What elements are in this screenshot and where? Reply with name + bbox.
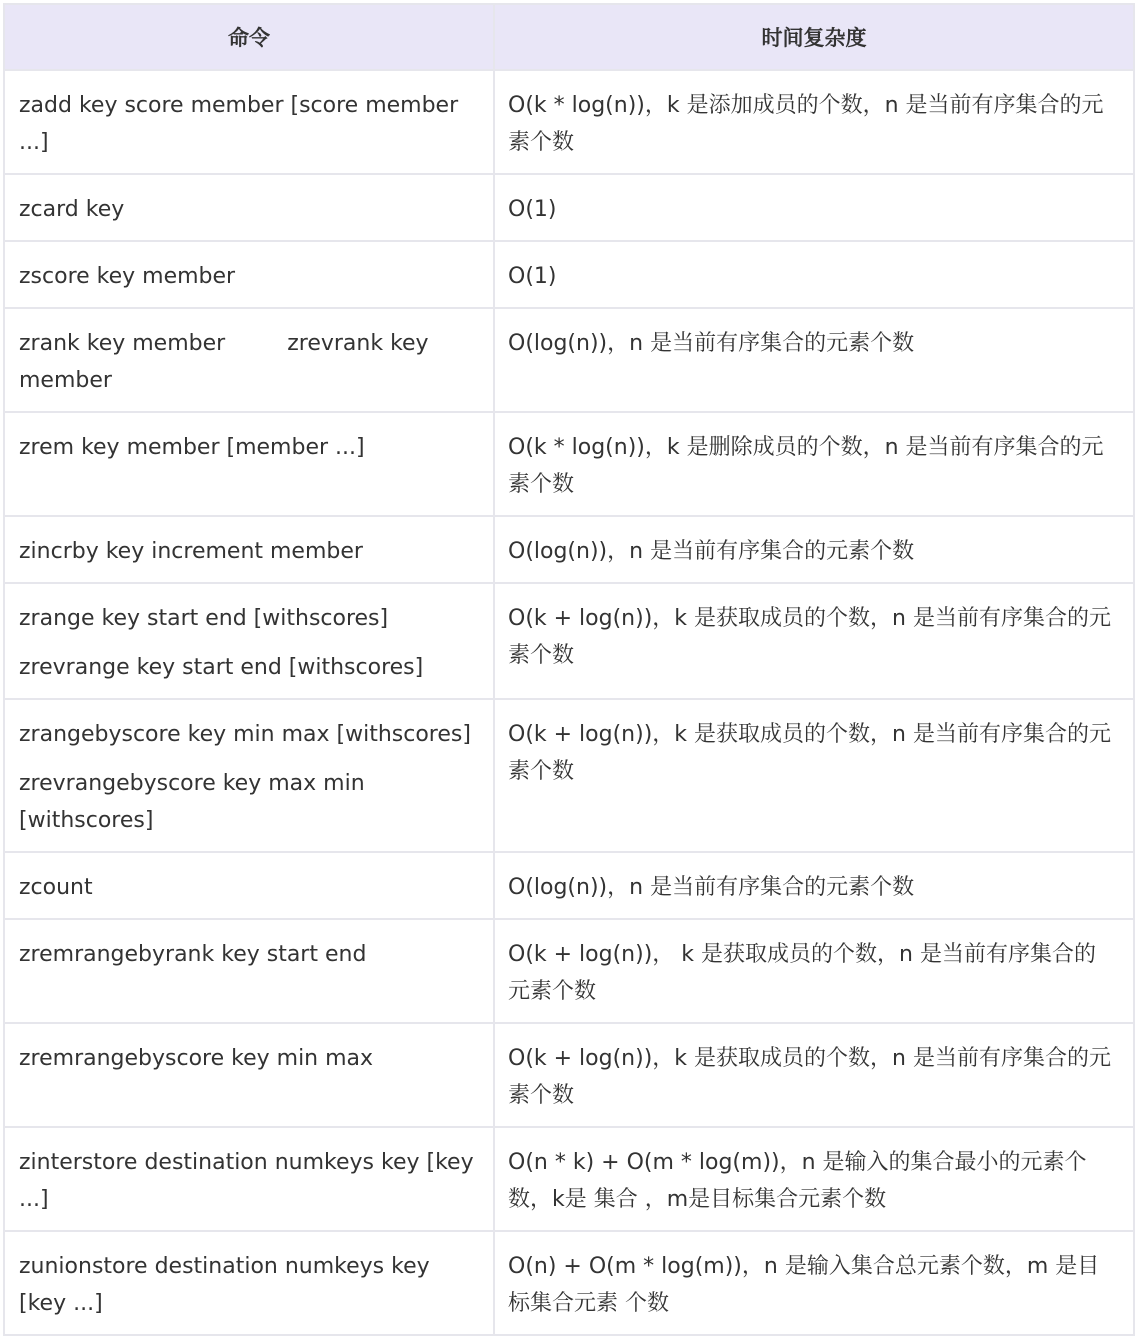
complexity-cell: O(k * log(n))，k 是添加成员的个数，n 是当前有序集合的元素个数 xyxy=(494,70,1134,174)
header-command: 命令 xyxy=(4,4,494,70)
complexity-cell: O(k + log(n))，k 是获取成员的个数，n 是当前有序集合的元素个数 xyxy=(494,699,1134,852)
complexity-cell: O(k + log(n))， k 是获取成员的个数，n 是当前有序集合的元素个数 xyxy=(494,919,1134,1023)
command-text: zinterstore destination numkeys key [key ...] xyxy=(19,1150,474,1212)
complexity-cell: O(log(n))，n 是当前有序集合的元素个数 xyxy=(494,308,1134,412)
complexity-cell: O(k + log(n))，k 是获取成员的个数，n 是当前有序集合的元素个数 xyxy=(494,583,1134,699)
table-row xyxy=(4,516,1134,583)
table-row xyxy=(4,70,1134,174)
command-text: zrevrange key start end [withscores] xyxy=(19,655,424,680)
table-row xyxy=(4,241,1134,308)
command-cell xyxy=(4,412,494,516)
command-cell xyxy=(4,852,494,919)
command-cell xyxy=(4,308,494,412)
complexity-table-container xyxy=(3,3,1133,1336)
command-text: zremrangebyscore key min max xyxy=(19,1046,374,1071)
command-text: zrevrank key member xyxy=(19,331,429,393)
command-cell xyxy=(4,919,494,1023)
complexity-cell: O(1) xyxy=(494,174,1134,241)
table-row xyxy=(4,583,1134,699)
command-text: zunionstore destination numkeys key [key ...] xyxy=(19,1254,430,1316)
complexity-cell: O(n * k) + O(m * log(m))，n 是输入的集合最小的元素个数，k是 集合 ，m是目标集合元素个数 xyxy=(494,1127,1134,1231)
table-row xyxy=(4,308,1134,412)
command-text: zrem key member [member ...] xyxy=(19,435,365,460)
command-cell xyxy=(4,1023,494,1127)
table-row xyxy=(4,412,1134,516)
command-text: zrank key member xyxy=(19,331,226,356)
complexity-cell: O(log(n))，n 是当前有序集合的元素个数 xyxy=(494,852,1134,919)
command-text: zscore key member xyxy=(19,264,236,289)
command-cell xyxy=(4,583,494,699)
command-cell xyxy=(4,516,494,583)
command-text: zadd key score member [score member ...] xyxy=(19,93,459,155)
header-row xyxy=(4,4,1134,70)
table-row xyxy=(4,919,1134,1023)
command-text: zcount xyxy=(19,875,93,900)
command-cell xyxy=(4,174,494,241)
command-complexity-table xyxy=(3,3,1135,1336)
command-text: zrange key start end [withscores] xyxy=(19,606,389,631)
table-row xyxy=(4,699,1134,852)
command-text: zrevrangebyscore key max min [withscores] xyxy=(19,771,365,833)
command-text: zincrby key increment member xyxy=(19,539,363,564)
command-text: zremrangebyrank key start end xyxy=(19,942,367,967)
table-row xyxy=(4,1023,1134,1127)
command-cell xyxy=(4,70,494,174)
complexity-cell: O(1) xyxy=(494,241,1134,308)
header-complexity: 时间复杂度 xyxy=(494,4,1134,70)
command-text: zrangebyscore key min max [withscores] xyxy=(19,722,471,747)
table-row xyxy=(4,1127,1134,1231)
complexity-cell: O(k * log(n))，k 是删除成员的个数，n 是当前有序集合的元素个数 xyxy=(494,412,1134,516)
command-cell xyxy=(4,241,494,308)
table-row xyxy=(4,174,1134,241)
command-cell xyxy=(4,1127,494,1231)
command-cell xyxy=(4,1231,494,1335)
complexity-cell: O(n) + O(m * log(m))，n 是输入集合总元素个数，m 是目标集合元素 个数 xyxy=(494,1231,1134,1335)
table-row xyxy=(4,1231,1134,1335)
command-text: zcard key xyxy=(19,197,125,222)
table-row xyxy=(4,852,1134,919)
complexity-cell: O(k + log(n))，k 是获取成员的个数，n 是当前有序集合的元素个数 xyxy=(494,1023,1134,1127)
command-cell xyxy=(4,699,494,852)
complexity-cell: O(log(n))，n 是当前有序集合的元素个数 xyxy=(494,516,1134,583)
